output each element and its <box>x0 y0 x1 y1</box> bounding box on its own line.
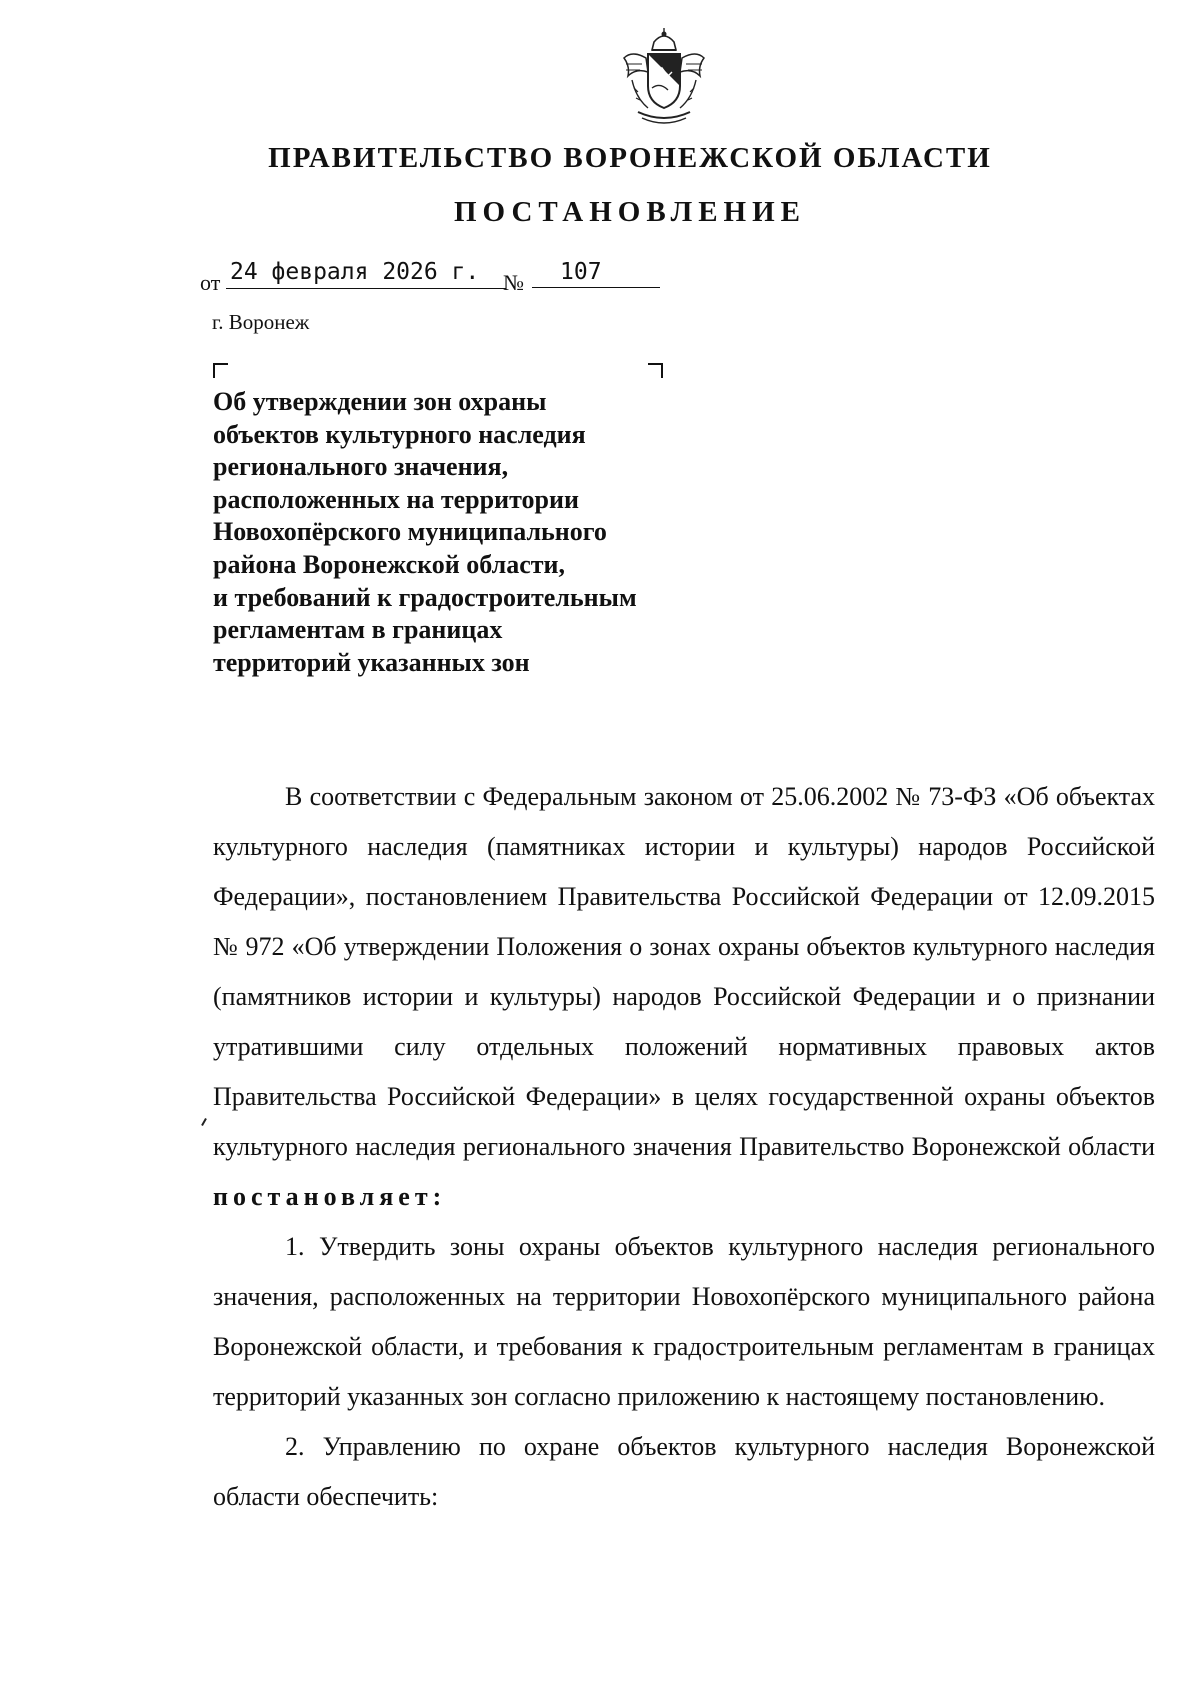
document-subject <box>213 386 693 679</box>
stray-mark <box>201 1118 207 1126</box>
document-number: 107 <box>532 258 660 288</box>
subject-line: расположенных на территории <box>213 484 579 514</box>
subject-line: регламентам в границах <box>213 615 503 645</box>
subject-line: района Воронежской области, <box>213 549 566 579</box>
document-date: 24 февраля 2026 г. <box>226 258 506 289</box>
subject-line: Новохопёрского муниципального <box>213 517 607 547</box>
number-label: № <box>503 270 524 295</box>
city-label: г. Воронеж <box>212 310 310 334</box>
item-1-paragraph: 1. Утвердить зоны охраны объектов культурного наследия регионального значения, расположенных на территории Новохопёрского муниципального района Воронежской области, и требования к градостроительным регламентам в границах территорий указанных зон согласно приложению к настоящему постановлению. <box>213 1232 1155 1411</box>
subject-corner-right <box>648 363 663 378</box>
document-body <box>213 772 1155 1522</box>
subject-line: регионального значения, <box>213 452 509 482</box>
preamble-text: В соответствии с Федеральным законом от 25.06.2002 № 73-ФЗ «Об объектах культурного наследия (памятниках истории и культуры) народов Российской Федерации», постановлением Правительства Российской Федерации от 12.09.2015 № 972 «Об утверждении Положения о зонах охраны объектов культурного наследия (памятников истории и культуры) народов Российской Федерации и о признании утратившими силу отдельных положений нормативных правовых актов Правительства Российской Федерации» в целях государственной охраны объектов культурного наследия регионального значения Правительство Воронежской области <box>213 782 1155 1161</box>
from-label: от <box>200 270 221 295</box>
decree-word: постановляет: <box>213 1182 447 1211</box>
subject-line: объектов культурного наследия <box>213 419 586 449</box>
subject-line: и требований к градостроительным <box>213 582 637 612</box>
government-title: ПРАВИТЕЛЬСТВО ВОРОНЕЖСКОЙ ОБЛАСТИ <box>268 142 992 174</box>
subject-line: Об утверждении зон охраны <box>213 387 547 416</box>
subject-line: территорий указанных зон <box>213 647 530 677</box>
subject-corner-left <box>213 363 228 378</box>
item-2-paragraph: 2. Управлению по охране объектов культурного наследия Воронежской области обеспечить: <box>213 1432 1155 1511</box>
preamble-paragraph <box>213 772 1155 1222</box>
document-type-title: ПОСТАНОВЛЕНИЕ <box>453 196 806 228</box>
coat-of-arms-icon <box>618 28 710 130</box>
